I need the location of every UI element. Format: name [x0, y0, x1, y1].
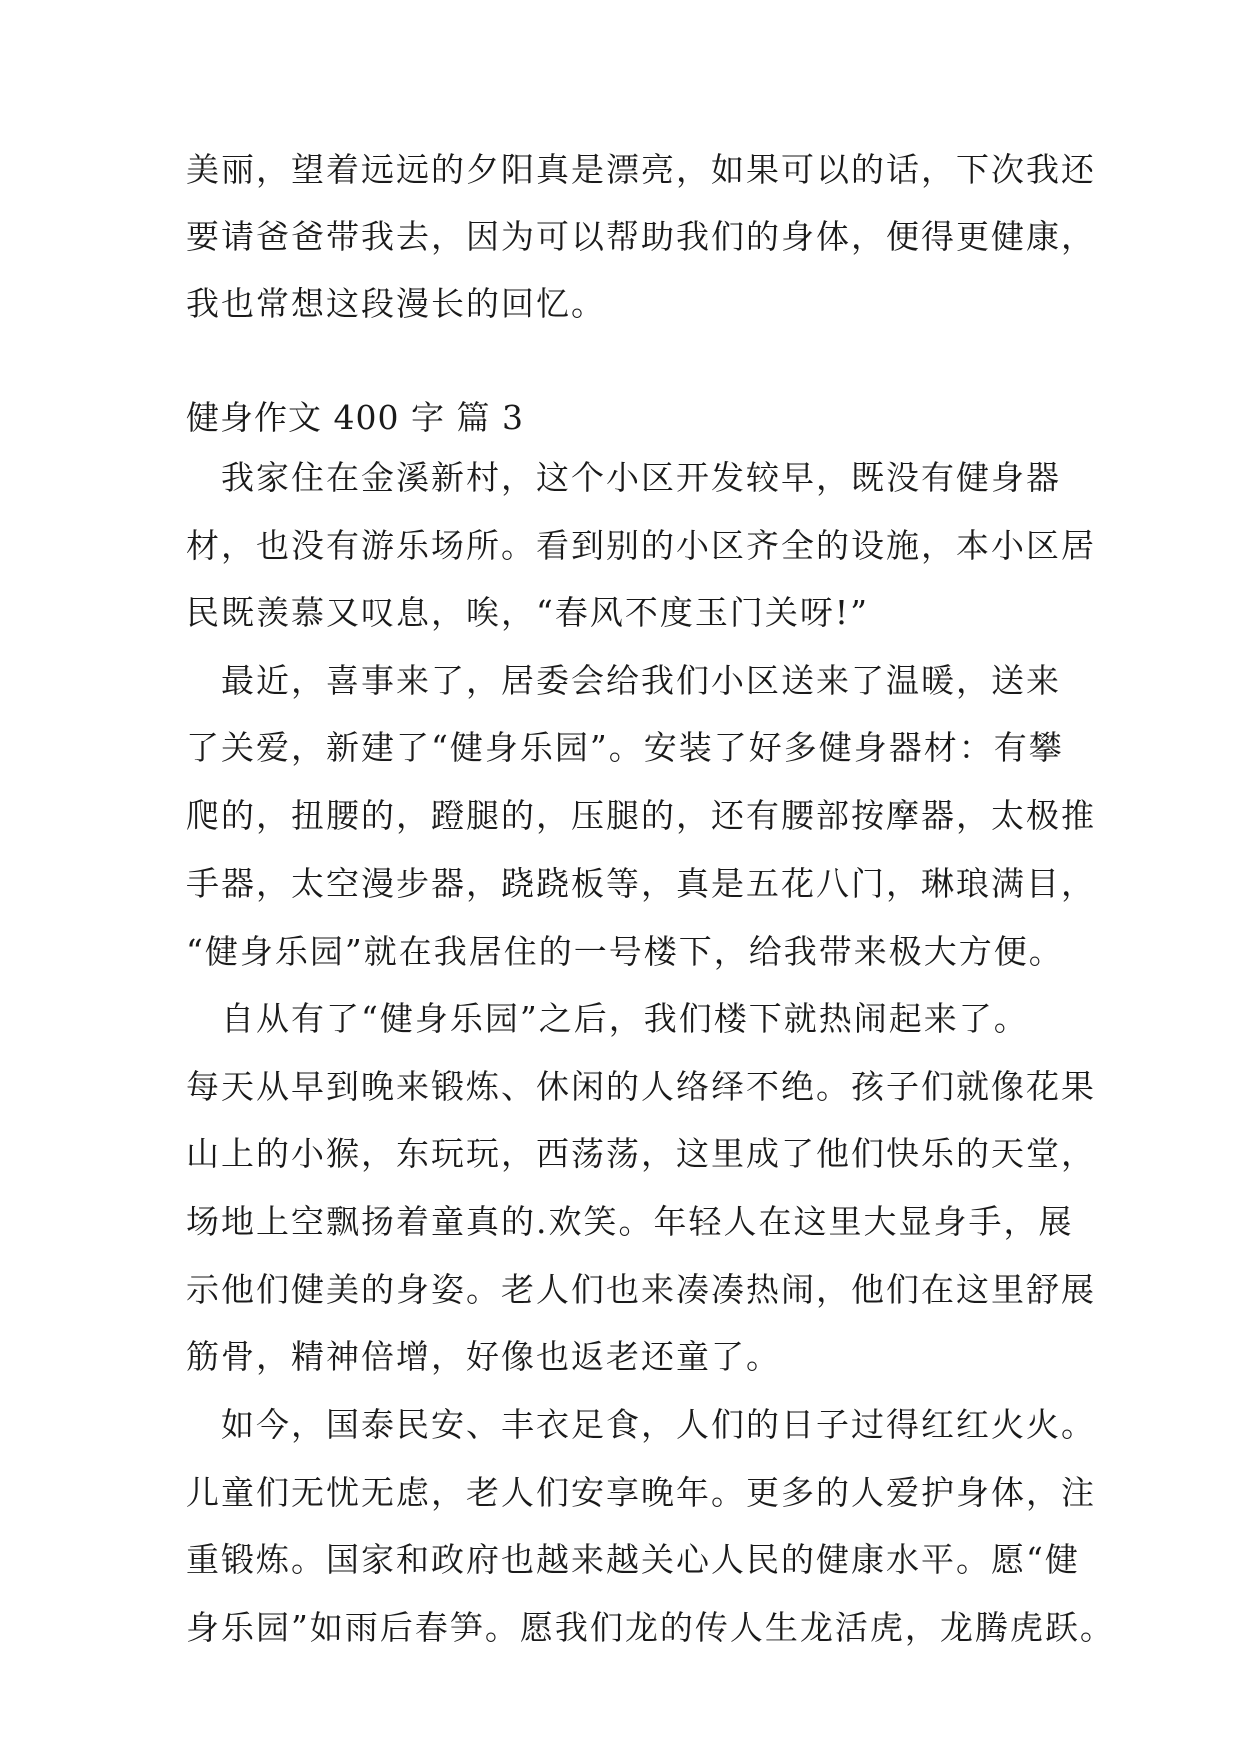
text-line: 场地上空飘扬着童真的.欢笑。年轻人在这里大显身手，展: [186, 1202, 1074, 1241]
text-line: 山上的小猴，东玩玩，西荡荡，这里成了他们快乐的天堂，: [186, 1134, 1096, 1173]
text-line: 我也常想这段漫长的回忆。: [186, 284, 606, 323]
text-line: 材，也没有游乐场所。看到别的小区齐全的设施，本小区居: [186, 526, 1096, 565]
text-line: 重锻炼。国家和政府也越来越关心人民的健康水平。愿“健: [186, 1540, 1080, 1579]
text-line: 美丽，望着远远的夕阳真是漂亮，如果可以的话，下次我还: [186, 150, 1096, 189]
text-line: 示他们健美的身姿。老人们也来凑凑热闹，他们在这里舒展: [186, 1270, 1096, 1309]
text-line: 筋骨，精神倍增，好像也返老还童了。: [186, 1337, 781, 1376]
text-line: 自从有了“健身乐园”之后，我们楼下就热闹起来了。: [186, 999, 1029, 1038]
text-line: 如今，国泰民安、丰衣足食，人们的日子过得红红火火。: [186, 1405, 1096, 1444]
text-line: 儿童们无忧无虑，老人们安享晚年。更多的人爱护身体，注: [186, 1473, 1096, 1512]
text-line: 要请爸爸带我去，因为可以帮助我们的身体，便得更健康，: [186, 217, 1096, 256]
section-heading: 健身作文 400 字 篇 3: [186, 398, 524, 437]
text-line: 身乐园”如雨后春笋。愿我们龙的传人生龙活虎，龙腾虎跃。: [186, 1608, 1115, 1647]
text-line: 每天从早到晚来锻炼、休闲的人络绎不绝。孩子们就像花果: [186, 1067, 1096, 1106]
text-line: 手器，太空漫步器，跷跷板等，真是五花八门，琳琅满目，: [186, 864, 1096, 903]
text-line: 爬的，扭腰的，蹬腿的，压腿的，还有腰部按摩器，太极推: [186, 796, 1096, 835]
text-line: 民既羡慕又叹息，唉，“春风不度玉门关呀!”: [186, 593, 870, 632]
text-line: 最近，喜事来了，居委会给我们小区送来了温暖，送来: [186, 661, 1061, 700]
text-line: “健身乐园”就在我居住的一号楼下，给我带来极大方便。: [186, 932, 1064, 971]
text-line: 我家住在金溪新村，这个小区开发较早，既没有健身器: [186, 458, 1061, 497]
text-line: 了关爱，新建了“健身乐园”。安装了好多健身器材：有攀: [186, 728, 1064, 767]
